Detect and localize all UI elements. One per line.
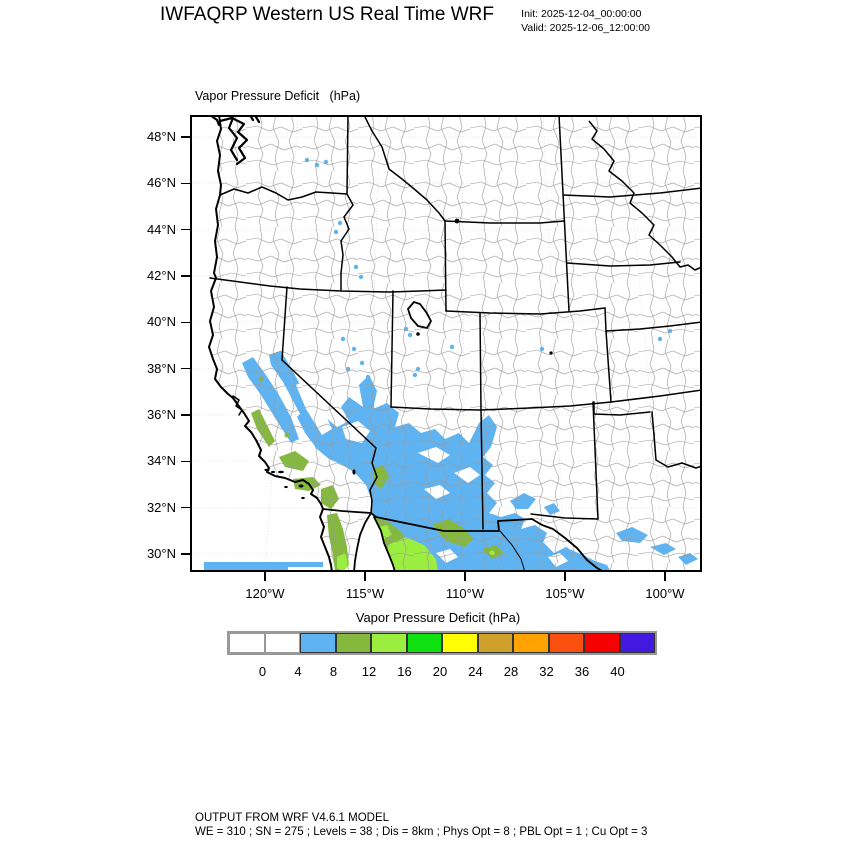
lat-tick: [181, 368, 190, 370]
init-time: Init: 2025-12-04_00:00:00: [521, 8, 642, 20]
lon-tick: [364, 572, 366, 581]
lon-tick-label: 105°W: [545, 586, 585, 601]
colorbar-tick-label: 16: [397, 664, 412, 679]
colorbar-cell: [549, 633, 585, 653]
colorbar-tick-label: 12: [361, 664, 377, 679]
lon-tick: [264, 572, 266, 581]
wrf-map-canvas: [190, 115, 702, 572]
lat-tick: [181, 507, 190, 509]
footer-model-line: OUTPUT FROM WRF V4.6.1 MODEL: [195, 812, 390, 824]
lon-tick: [664, 572, 666, 581]
colorbar-cell: [442, 633, 478, 653]
lon-tick: [464, 572, 466, 581]
colorbar-tick-label: 40: [610, 664, 625, 679]
map-subtitle: Vapor Pressure Deficit (hPa): [195, 89, 361, 103]
colorbar-tick-label: 32: [539, 664, 554, 679]
lon-tick: [564, 572, 566, 581]
lat-tick-label: 32°N: [146, 499, 176, 515]
colorbar-tick-label: 24: [468, 664, 483, 679]
page-title: IWFAQRP Western US Real Time WRF: [160, 4, 494, 25]
lat-tick: [181, 136, 190, 138]
lat-tick-label: 44°N: [146, 221, 176, 237]
lat-tick-label: 42°N: [146, 267, 176, 283]
colorbar-cell: [584, 633, 620, 653]
colorbar-cell: [478, 633, 514, 653]
colorbar-cell: [407, 633, 443, 653]
colorbar-cell: [371, 633, 407, 653]
colorbar: [227, 631, 657, 655]
lon-tick-label: 110°W: [445, 586, 485, 601]
lat-tick: [181, 183, 190, 185]
lat-tick: [181, 461, 190, 463]
colorbar-tick-label: 36: [574, 664, 590, 679]
colorbar-tick-label: 4: [294, 664, 302, 679]
lat-tick-label: 38°N: [146, 360, 176, 376]
lat-tick-label: 34°N: [146, 453, 176, 469]
lat-tick: [181, 322, 190, 324]
colorbar-cell: [336, 633, 372, 653]
colorbar-tick-label: 0: [258, 664, 267, 679]
colorbar-title: Vapor Pressure Deficit (hPa): [355, 610, 521, 625]
colorbar-cell: [265, 633, 301, 653]
colorbar-cell: [620, 633, 656, 653]
lat-tick: [181, 275, 190, 277]
colorbar-cell: [229, 633, 265, 653]
colorbar-cell: [300, 633, 336, 653]
colorbar-tick-label: 20: [432, 664, 448, 679]
init-valid-block: [521, 7, 650, 35]
colorbar-tick-label: 8: [329, 664, 338, 679]
lon-tick-label: 100°W: [645, 586, 685, 601]
lat-tick: [181, 553, 190, 555]
lat-tick: [181, 414, 190, 416]
valid-time: Valid: 2025-12-06_12:00:00: [521, 22, 650, 34]
lat-tick-label: 36°N: [146, 406, 176, 422]
lat-tick: [181, 229, 190, 231]
footer-block: [195, 812, 647, 839]
footer-config-line: WE = 310 ; SN = 275 ; Levels = 38 ; Dis = 8km ; Phys Opt = 8 ; PBL Opt = 1 ; Cu Opt = 3: [195, 825, 648, 838]
lon-tick-label: 120°W: [245, 586, 285, 601]
lon-tick-label: 115°W: [345, 586, 385, 601]
lat-tick-label: 40°N: [146, 314, 176, 330]
colorbar-cell: [513, 633, 549, 653]
lat-tick-label: 46°N: [146, 175, 176, 191]
colorbar-tick-label: 28: [503, 664, 519, 679]
lat-tick-label: 48°N: [146, 129, 176, 144]
lat-tick-label: 30°N: [146, 545, 176, 561]
